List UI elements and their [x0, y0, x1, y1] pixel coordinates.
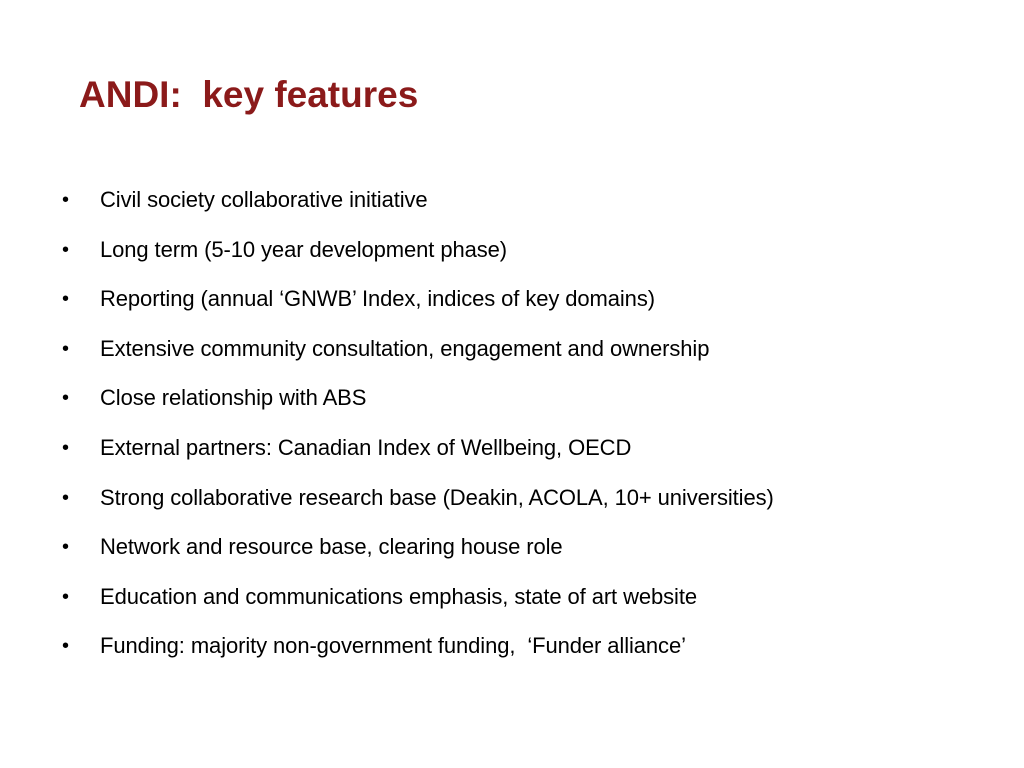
- bullet-icon: •: [62, 436, 70, 459]
- list-item-text: Network and resource base, clearing house role: [100, 534, 563, 560]
- list-item-text: Strong collaborative research base (Deakin, ACOLA, 10+ universities): [100, 484, 774, 510]
- bullet-icon: •: [62, 337, 70, 360]
- list-item-text: Education and communications emphasis, state of art website: [100, 583, 697, 609]
- list-item-text: Civil society collaborative initiative: [100, 187, 428, 212]
- bullet-icon: •: [62, 635, 70, 658]
- bullet-list: [60, 182, 980, 678]
- list-item: [60, 579, 980, 629]
- bullet-icon: •: [62, 536, 70, 559]
- list-item: [60, 480, 980, 530]
- bullet-icon: •: [62, 288, 70, 311]
- list-item-text: Close relationship with ABS: [100, 385, 367, 411]
- bullet-icon: •: [62, 238, 70, 261]
- list-item-text: Extensive community consultation, engagement and ownership: [100, 335, 710, 361]
- list-item: [60, 628, 980, 678]
- slide-title: ANDI: key features: [79, 74, 419, 115]
- list-item: [60, 529, 980, 579]
- list-item-text: Reporting (annual ‘GNWB’ Index, indices of key domains): [100, 286, 655, 312]
- bullet-icon: •: [62, 486, 70, 509]
- list-item: [60, 182, 980, 232]
- list-item: [60, 281, 980, 331]
- list-item-text: Funding: majority non-government funding, ‘Funder alliance’: [100, 633, 686, 659]
- list-item-text: External partners: Canadian Index of Wellbeing, OECD: [100, 434, 632, 460]
- list-item-text: Long term (5-10 year development phase): [100, 236, 507, 262]
- list-item: [60, 380, 980, 430]
- list-item: [60, 232, 980, 282]
- bullet-icon: •: [62, 189, 70, 211]
- bullet-icon: •: [62, 585, 70, 608]
- bullet-icon: •: [62, 387, 70, 410]
- list-item: [60, 430, 980, 480]
- list-item: [60, 331, 980, 381]
